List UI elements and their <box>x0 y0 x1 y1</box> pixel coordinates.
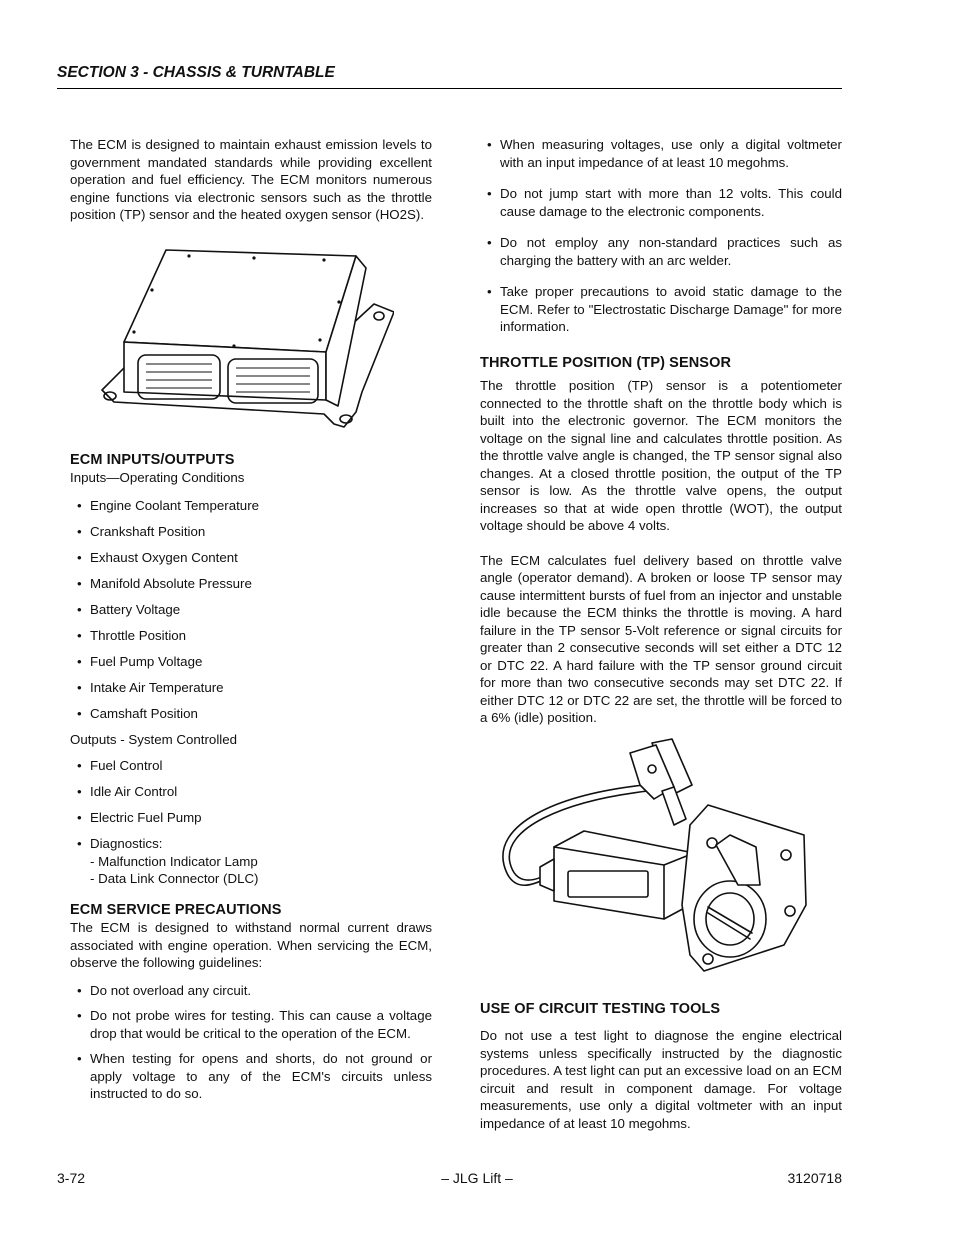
list-item: • Do not overload any circuit. <box>70 982 432 1000</box>
outputs-label: Outputs - System Controlled <box>70 731 238 747</box>
precautions-continued-list <box>480 136 842 336</box>
list-item: • Battery Voltage <box>70 601 432 619</box>
inputs-label: Inputs—Operating Conditions <box>70 470 245 485</box>
list-item: • Crankshaft Position <box>70 523 432 541</box>
right-column <box>480 136 842 1132</box>
list-item: • Exhaust Oxygen Content <box>70 549 432 567</box>
list-item: • Intake Air Temperature <box>70 679 432 697</box>
left-column <box>70 136 432 1103</box>
diagnostics-line: - Malfunction Indicator Lamp <box>90 853 258 869</box>
tp-sensor-illustration <box>494 735 824 985</box>
list-item: • Idle Air Control <box>70 783 432 801</box>
list-item: • Do not probe wires for testing. This can cause a voltage drop that would be critical to the operation of the ECM. <box>70 1007 432 1042</box>
footer-brand: – JLG Lift – <box>441 1170 513 1186</box>
list-item: • Throttle Position <box>70 627 432 645</box>
list-item: • Do not employ any non-standard practices such as charging the battery with an arc welder. <box>480 234 842 269</box>
section-header: SECTION 3 - CHASSIS & TURNTABLE <box>57 64 842 89</box>
tp-heading: THROTTLE POSITION (TP) SENSOR <box>480 354 732 371</box>
ecm-illustration <box>94 242 394 438</box>
list-item: • Engine Coolant Temperature <box>70 497 432 515</box>
intro-paragraph: The ECM is designed to maintain exhaust emission levels to government mandated standards while providing excellent operation and fuel efficiency. The ECM monitors numerous engine functions via electronic sensors such as the throttle position (TP) sensor and the heated oxygen sensor (HO2S). <box>70 137 432 222</box>
list-item: • Take proper precautions to avoid static damage to the ECM. Refer to "Electrostatic Discharge Damage" for more information. <box>480 283 842 336</box>
list-item: • When measuring voltages, use only a digital voltmeter with an input impedance of at least 10 megohms. <box>480 136 842 171</box>
list-item: • When testing for opens and shorts, do not ground or apply voltage to any of the ECM's circuits unless instructed to do so. <box>70 1050 432 1103</box>
document-number: 3120718 <box>787 1170 842 1186</box>
tp-paragraph-1: The throttle position (TP) sensor is a potentiometer connected to the throttle shaft on the throttle body which is built into the electronic governor. The ECM monitors the voltage on the signal line and calculates throttle position. As the throttle valve angle is changed, the TP sensor signal also changes. At a closed throttle position, the output of the TP sensor is low. As the throttle valve opens, the output increases so that at wide open throttle (WOT), the output voltage should be above 4 volts. <box>480 378 842 533</box>
precautions-intro: The ECM is designed to withstand normal current draws associated with engine operation. When servicing the ECM, observe the following guidelines: <box>70 920 432 970</box>
list-item-diagnostics <box>70 835 432 888</box>
precautions-heading: ECM SERVICE PRECAUTIONS <box>70 901 282 918</box>
inputs-list <box>70 497 432 723</box>
io-heading: ECM INPUTS/OUTPUTS <box>70 451 235 468</box>
tools-paragraph: Do not use a test light to diagnose the engine electrical systems unless specifically instructed by the diagnostic procedures. A test light can put an excessive load on an ECM circuit and result in component damage. For voltage measurements, use only a digital voltmeter with an input impedance of at least 10 megohms. <box>480 1028 842 1131</box>
list-item: • Camshaft Position <box>70 705 432 723</box>
list-item: • Fuel Control <box>70 757 432 775</box>
diagnostics-label: • Diagnostics: <box>90 836 163 851</box>
tp-paragraph-2: The ECM calculates fuel delivery based on throttle valve angle (operator demand). A broken or loose TP sensor may cause intermittent bursts of fuel from an injector and unstable idle because the ECM thinks the throttle is moving. A hard failure in the TP sensor 5-Volt reference or signal circuits for greater than 2 consecutive seconds will set either a DTC 12 or DTC 22. A hard failure with the TP sensor ground circuit for more than two consecutive seconds may set DTC 22. If either DTC 12 or DTC 22 are set, the throttle will be forced to a 6% (idle) position. <box>480 552 842 725</box>
page-number: 3-72 <box>57 1170 86 1186</box>
outputs-list <box>70 757 432 888</box>
list-item: • Electric Fuel Pump <box>70 809 432 827</box>
tools-heading: USE OF CIRCUIT TESTING TOOLS <box>480 1000 721 1017</box>
list-item: • Manifold Absolute Pressure <box>70 575 432 593</box>
list-item: • Fuel Pump Voltage <box>70 653 432 671</box>
list-item: • Do not jump start with more than 12 volts. This could cause damage to the electronic components. <box>480 185 842 220</box>
diagnostics-line: - Data Link Connector (DLC) <box>90 871 259 886</box>
precautions-list <box>70 982 432 1103</box>
